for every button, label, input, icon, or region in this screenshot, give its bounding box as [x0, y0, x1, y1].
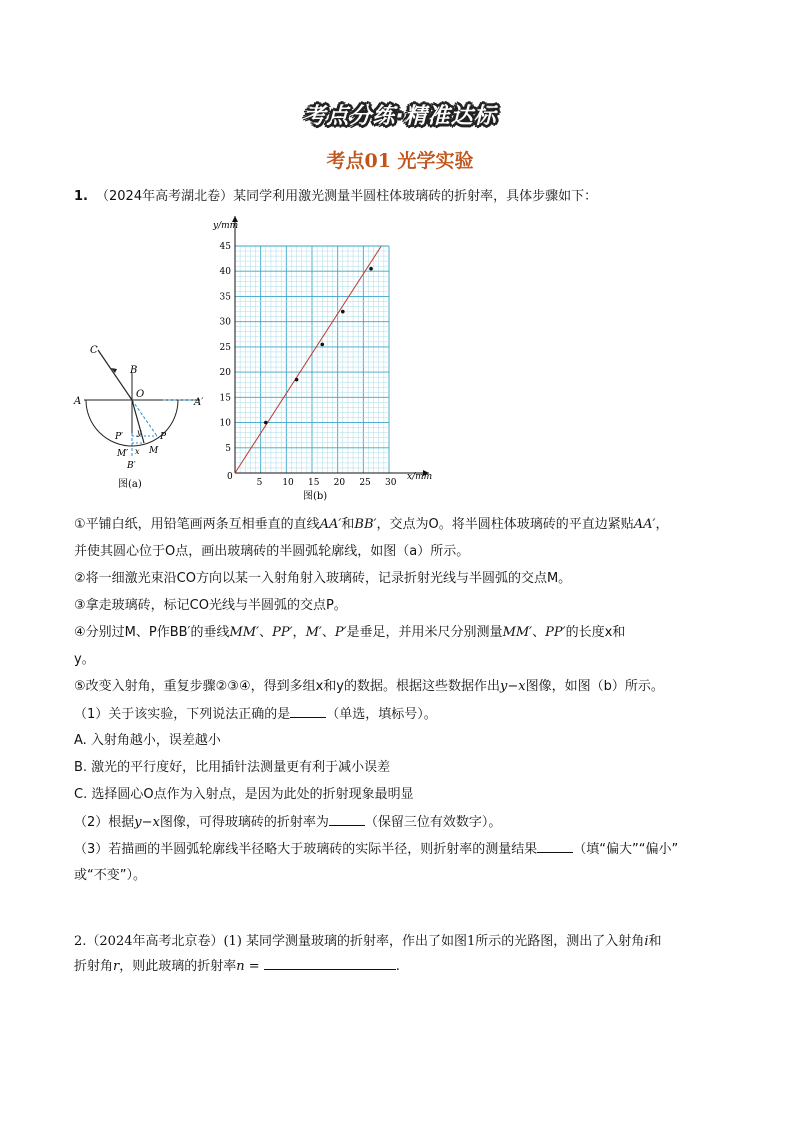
label-p-prime: P′ — [115, 432, 124, 442]
banner-title: 考点分练·精准达标 — [303, 104, 497, 129]
step1-line2: 并使其圆心位于O点，画出玻璃砖的半圆弧轮廓线，如图（a）所示。 — [74, 544, 470, 559]
answer-blank-q2[interactable] — [264, 957, 396, 970]
origin-label: 0 — [227, 472, 233, 482]
q2-line2: 折射角r，则此玻璃的折射率n = . — [74, 959, 400, 974]
chart-axes — [232, 216, 429, 476]
y-axis-label: y/mm — [213, 221, 239, 231]
x-tick-label: 15 — [308, 478, 320, 488]
label-o: O — [136, 389, 145, 400]
step4-line2: y。 — [74, 652, 95, 667]
x-tick-label: 25 — [359, 478, 371, 488]
figure-b-chart — [205, 212, 445, 507]
step4-line1: ④分别过M、P作BB′的垂线MM′、PP′，M′、P′是垂足，并用米尺分别测量MM′、PP′的长度x和 — [74, 625, 626, 640]
answer-blank-1[interactable] — [290, 705, 326, 718]
data-point — [369, 267, 373, 271]
data-point — [264, 421, 268, 425]
chart-grid — [235, 246, 389, 473]
label-y: y — [137, 428, 142, 437]
answer-blank-2[interactable] — [329, 813, 365, 826]
fit-line — [235, 246, 381, 473]
y-tick-label: 15 — [219, 393, 231, 404]
ray-op — [132, 400, 157, 436]
option-c: C. 选择圆心O点作为入射点，是因为此处的折射现象最明显 — [74, 787, 414, 802]
y-tick-label: 10 — [219, 418, 231, 429]
ray-co — [98, 350, 132, 400]
answer-blank-3[interactable] — [537, 840, 573, 853]
x-axis-label: x/mm — [407, 472, 433, 482]
option-b: B. 激光的平行度好，比用插针法测量更有利于减小误差 — [74, 760, 391, 775]
caption-b: 图(b) — [303, 491, 328, 502]
chart-points — [264, 267, 373, 424]
x-tick-label: 20 — [333, 478, 346, 488]
label-c: C — [90, 345, 98, 356]
step3: ③拿走玻璃砖，标记CO光线与半圆弧的交点P。 — [74, 598, 347, 613]
q2-line1: 2.（2024年高考北京卷）(1) 某同学测量玻璃的折射率，作出了如图1所示的光路图，测出了入射角i和 — [74, 934, 662, 949]
sub-question-1: （1）关于该实验，下列说法正确的是 （单选，填标号）。 — [74, 707, 437, 722]
sub-question-3: （3）若描画的半圆弧轮廓线半径略大于玻璃砖的实际半径，则折射率的测量结果 （填“偏大”“偏小” — [74, 842, 679, 857]
y-tick-label: 5 — [225, 443, 231, 454]
label-p: P — [160, 432, 167, 442]
y-tick-label: 40 — [219, 267, 231, 278]
sub-question-2: （2）根据y−x图像，可得玻璃砖的折射率为 （保留三位有效数字）。 — [74, 815, 502, 830]
x-tick-label: 10 — [282, 478, 294, 488]
label-m: M — [149, 446, 159, 456]
caption-a: 图(a) — [118, 479, 142, 490]
y-tick-label: 30 — [219, 317, 231, 328]
label-a: A — [74, 396, 82, 407]
step2: ②将一细激光束沿CO方向以某一入射角射入玻璃砖，记录折射光线与半圆弧的交点M。 — [74, 571, 572, 586]
step5: ⑤改变入射角，重复步骤②③④，得到多组x和y的数据。根据这些数据作出y−x图像，如图（b）所示。 — [74, 679, 664, 694]
label-x: x — [135, 447, 140, 456]
y-tick-label: 20 — [219, 368, 231, 379]
label-b-prime: B′ — [127, 461, 136, 471]
step1-line1: ①平铺白纸，用铅笔画两条互相垂直的直线AA′和BB′，交点为O。将半圆柱体玻璃砖的平直边紧贴AA′， — [74, 517, 669, 532]
option-a: A. 入射角越小，误差越小 — [74, 733, 221, 748]
label-a-prime: A′ — [194, 397, 204, 408]
y-tick-label: 25 — [219, 342, 231, 353]
q1-number: 1. — [74, 189, 88, 204]
chart-ticks — [220, 242, 397, 488]
x-tick-label: 30 — [385, 478, 397, 488]
section-title: 考点01 光学实验 — [326, 150, 474, 172]
data-point — [320, 343, 324, 347]
label-m-prime: M′ — [117, 449, 129, 459]
label-b: B — [130, 365, 138, 376]
x-tick-label: 5 — [256, 478, 263, 488]
sub-question-3-cont: 或“不变”）。 — [74, 868, 146, 883]
y-tick-label: 45 — [219, 242, 231, 252]
q1-stem: （2024年高考湖北卷）某同学利用激光测量半圆柱体玻璃砖的折射率，具体步骤如下： — [96, 189, 598, 204]
figure-a — [70, 335, 220, 495]
y-tick-label: 35 — [219, 292, 231, 303]
data-point — [341, 310, 345, 314]
data-point — [295, 378, 299, 382]
